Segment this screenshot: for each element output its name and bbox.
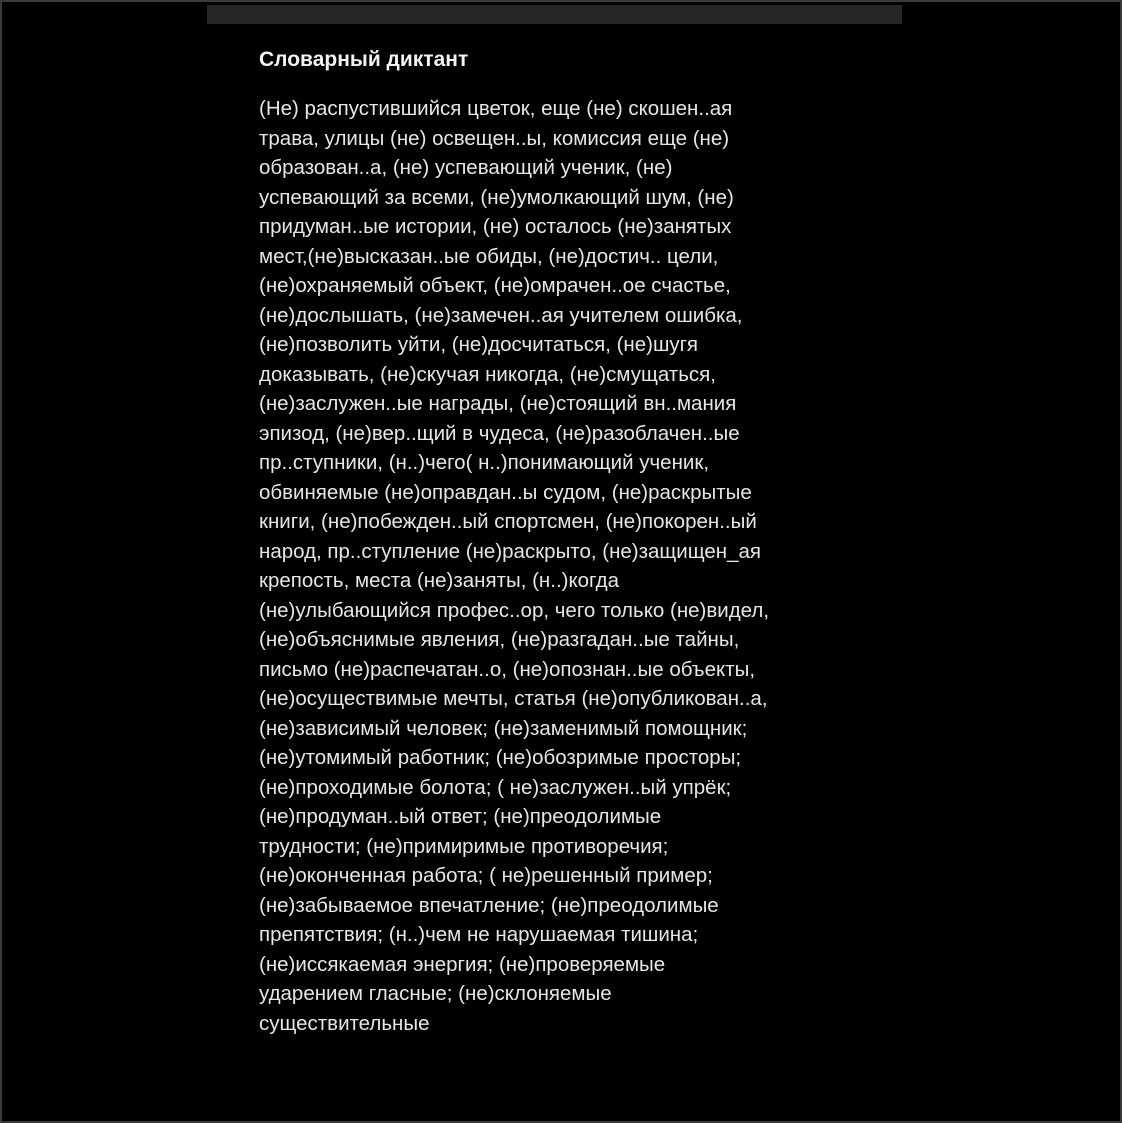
- text-line: (не)продуман..ый ответ; (не)преодолимые: [259, 805, 662, 828]
- text-line: (не)улыбающийся профес..ор, чего только (не)видел,: [259, 598, 770, 622]
- text-line: народ, пр..ступление (не)раскрыто, (не)защищен_ая: [259, 539, 762, 563]
- text-line: обвиняемые (не)оправдан..ы судом, (не)раскрытые: [259, 480, 752, 504]
- text-line: крепость, места (не)заняты, (н..)когда: [259, 569, 619, 592]
- text-line: мест,(не)высказан..ые обиды, (не)достич.. цели,: [259, 244, 719, 268]
- document: [259, 46, 869, 1038]
- text-line: (не)объяснимые явления, (не)разгадан..ые тайны,: [259, 628, 740, 651]
- text-line: письмо (не)распечатан..о, (не)опознан..ые объекты,: [259, 657, 756, 681]
- text-line: образован..а, (не) успевающий ученик, (не): [259, 156, 673, 179]
- text-line: (не)забываемое впечатление; (не)преодолимые: [259, 893, 719, 917]
- text-line: (не)оконченная работа; ( не)решенный пример;: [259, 864, 713, 887]
- text-line: (не)проходимые болота; ( не)заслужен..ый упрёк;: [259, 775, 732, 799]
- text-line: существительные: [259, 1011, 430, 1035]
- text-line: эпизод, (не)вер..щий в чудеса, (не)разоблачен..ые: [259, 421, 740, 445]
- text-line: трава, улицы (не) освещен..ы, комиссия еще (не): [259, 126, 730, 150]
- text-line: успевающий за всеми, (не)умолкающий шум, (не): [259, 185, 734, 209]
- document-body: [259, 94, 869, 1038]
- text-line: (не)заслужен..ые награды, (не)стоящий вн..мания: [259, 392, 737, 415]
- top-bar: [207, 5, 902, 24]
- text-line: трудности; (не)примиримые противоречия;: [259, 834, 669, 858]
- text-line: книги, (не)побежден..ый спортсмен, (не)покорен..ый: [259, 510, 757, 533]
- document-title: Словарный диктант: [259, 48, 469, 71]
- text-line: (не)утомимый работник; (не)обозримые просторы;: [259, 746, 742, 769]
- text-line: (не)охраняемый объект, (не)омрачен..ое счастье,: [259, 274, 731, 297]
- text-line: (не)иссякаемая энергия; (не)проверяемые: [259, 952, 666, 976]
- text-line: (Не) распустившийся цветок, еще (не) скошен..ая: [259, 97, 733, 120]
- text-line: ударением гласные; (не)склоняемые: [259, 982, 612, 1005]
- text-line: доказывать, (не)скучая никогда, (не)смущаться,: [259, 362, 716, 386]
- text-line: придуман..ые истории, (не) осталось (не)занятых: [259, 215, 732, 238]
- text-line: препятствия; (н..)чем не нарушаемая тишина;: [259, 923, 699, 946]
- text-line: (не)осуществимые мечты, статья (не)опубликован..а,: [259, 687, 768, 710]
- text-line: (не)зависимый человек; (не)заменимый помощник;: [259, 716, 748, 740]
- text-line: (не)позволить уйти, (не)досчитаться, (не)шугя: [259, 333, 698, 356]
- text-line: пр..ступники, (н..)чего( н..)понимающий ученик,: [259, 451, 710, 474]
- text-line: (не)дослышать, (не)замечен..ая учителем ошибка,: [259, 303, 743, 327]
